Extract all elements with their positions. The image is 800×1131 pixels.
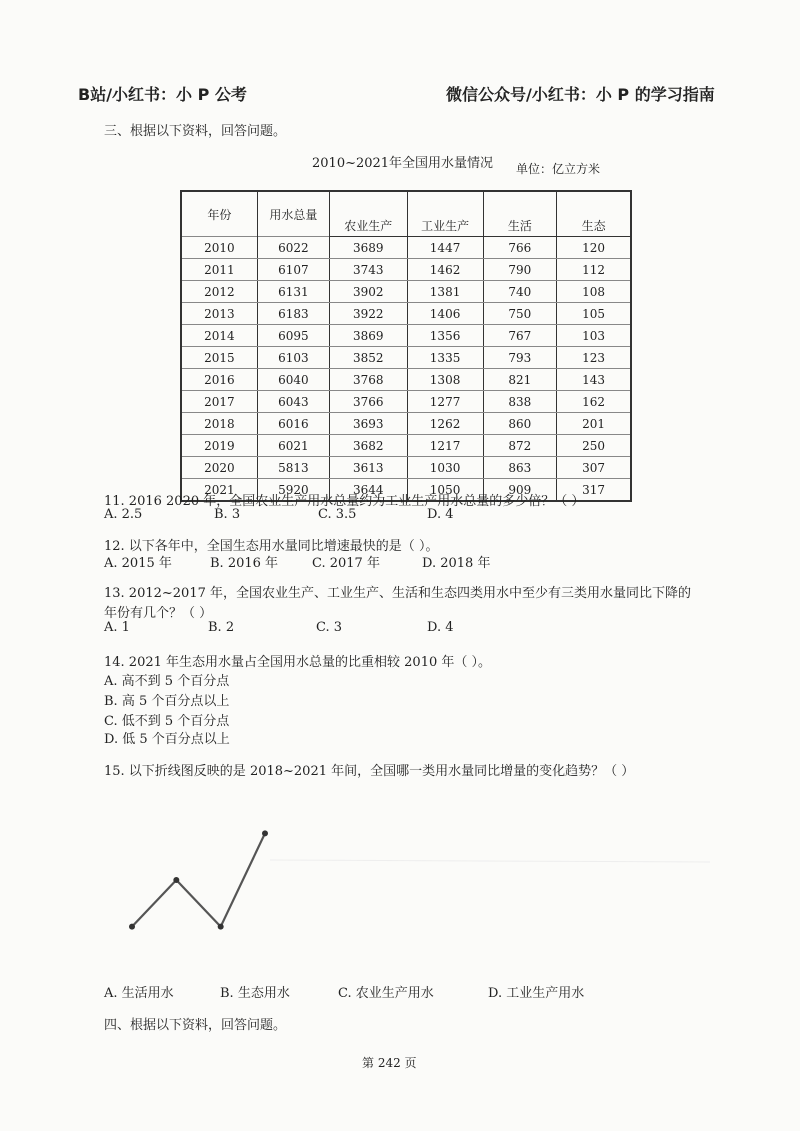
water-usage-table <box>180 190 632 502</box>
table-cell: 821 <box>483 369 557 391</box>
table-cell: 863 <box>483 457 557 479</box>
table-cell: 1262 <box>407 413 483 435</box>
table-row <box>181 413 631 435</box>
table-cell: 2012 <box>181 281 257 303</box>
table-cell: 872 <box>483 435 557 457</box>
table-cell: 2020 <box>181 457 257 479</box>
q11-option-a: A. 2.5 <box>104 507 143 522</box>
table-cell: 1050 <box>407 479 483 502</box>
table-cell: 162 <box>557 391 631 413</box>
table-unit: 单位：亿立方米 <box>516 162 601 176</box>
table-cell: 860 <box>483 413 557 435</box>
section4-intro: 四、根据以下资料，回答问题。 <box>104 1018 287 1033</box>
table-cell: 3613 <box>329 457 407 479</box>
trend-line-chart <box>100 800 720 960</box>
q12-text: 12. 以下各年中，全国生态用水量同比增速最快的是（ ）。 <box>104 539 439 554</box>
q11-text: 11. 2016 2020 年，全国农业生产用水总量约为工业生产用水总量的多少倍？（ ） <box>104 494 585 509</box>
table-row <box>181 457 631 479</box>
series-line-segment <box>176 880 220 927</box>
table-cell: 6021 <box>257 435 329 457</box>
table-cell: 740 <box>483 281 557 303</box>
table-cell: 108 <box>557 281 631 303</box>
col-header-year: 年份 <box>181 191 257 237</box>
table-cell: 6022 <box>257 237 329 259</box>
col-header-domestic: 生活 <box>483 214 557 237</box>
table-cell: 767 <box>483 325 557 347</box>
q11-option-b: B. 3 <box>214 507 241 522</box>
table-cell: 3644 <box>329 479 407 502</box>
table-cell: 2019 <box>181 435 257 457</box>
q13-option-c: C. 3 <box>316 620 343 635</box>
table-cell: 105 <box>557 303 631 325</box>
q11-option-d: D. 4 <box>427 507 454 522</box>
table-cell: 750 <box>483 303 557 325</box>
table-row <box>181 259 631 281</box>
table-row <box>181 369 631 391</box>
q13-text-line2: 年份有几个？（ ） <box>104 606 213 621</box>
q14-option-c: C. 低不到 5 个百分点 <box>104 714 230 729</box>
table-cell: 1277 <box>407 391 483 413</box>
table-cell: 6043 <box>257 391 329 413</box>
q15-option-c: C. 农业生产用水 <box>338 986 434 1001</box>
table-title: 2010~2021年全国用水量情况 <box>312 156 494 171</box>
q14-option-a: A. 高不到 5 个百分点 <box>104 674 230 689</box>
table-cell: 2021 <box>181 479 257 502</box>
table-cell: 201 <box>557 413 631 435</box>
table-row <box>181 391 631 413</box>
table-cell: 143 <box>557 369 631 391</box>
table-cell: 3869 <box>329 325 407 347</box>
q12-option-d: D. 2018 年 <box>422 556 491 571</box>
table-cell: 103 <box>557 325 631 347</box>
table-cell: 6103 <box>257 347 329 369</box>
header-right: 微信公众号/小红书：小 P 的学习指南 <box>446 85 715 104</box>
q13-option-d: D. 4 <box>427 620 454 635</box>
q14-option-d: D. 低 5 个百分点以上 <box>104 732 230 747</box>
table-cell: 2013 <box>181 303 257 325</box>
q15-option-d: D. 工业生产用水 <box>488 986 585 1001</box>
table-cell: 2016 <box>181 369 257 391</box>
table-cell: 1030 <box>407 457 483 479</box>
table-cell: 1381 <box>407 281 483 303</box>
table-cell: 2014 <box>181 325 257 347</box>
table-cell: 2018 <box>181 413 257 435</box>
table-cell: 766 <box>483 237 557 259</box>
table-cell: 6040 <box>257 369 329 391</box>
col-header-industry: 工业生产 <box>407 214 483 237</box>
data-point-2020 <box>218 924 224 930</box>
table-cell: 2015 <box>181 347 257 369</box>
q15-option-b: B. 生态用水 <box>220 986 290 1001</box>
table-cell: 838 <box>483 391 557 413</box>
table-cell: 1308 <box>407 369 483 391</box>
table-cell: 3682 <box>329 435 407 457</box>
table-cell: 1406 <box>407 303 483 325</box>
table-cell: 1217 <box>407 435 483 457</box>
table-cell: 6016 <box>257 413 329 435</box>
table-row <box>181 303 631 325</box>
q13-option-a: A. 1 <box>104 620 130 635</box>
q14-option-b: B. 高 5 个百分点以上 <box>104 694 230 709</box>
table-cell: 2011 <box>181 259 257 281</box>
data-point-2021 <box>262 830 268 836</box>
header-left: B站/小红书：小 P 公考 <box>78 85 247 104</box>
table-cell: 3766 <box>329 391 407 413</box>
table-cell: 6095 <box>257 325 329 347</box>
q15-option-a: A. 生活用水 <box>104 986 174 1001</box>
table-row <box>181 237 631 259</box>
data-point-2018 <box>129 924 135 930</box>
q12-option-b: B. 2016 年 <box>210 556 279 571</box>
table-cell: 112 <box>557 259 631 281</box>
table-cell: 317 <box>557 479 631 502</box>
table-cell: 250 <box>557 435 631 457</box>
q15-text: 15. 以下折线图反映的是 2018~2021 年间，全国哪一类用水量同比增量的变化趋势？（ ） <box>104 764 635 779</box>
table-cell: 1356 <box>407 325 483 347</box>
q12-option-c: C. 2017 年 <box>312 556 380 571</box>
table-cell: 5920 <box>257 479 329 502</box>
table-cell: 793 <box>483 347 557 369</box>
table-cell: 3768 <box>329 369 407 391</box>
table-cell: 2010 <box>181 237 257 259</box>
table-cell: 1335 <box>407 347 483 369</box>
q13-text-line1: 13. 2012~2017 年，全国农业生产、工业生产、生活和生态四类用水中至少有三类用水量同比下降的 <box>104 586 692 601</box>
series-line-segment <box>132 880 176 927</box>
table-cell: 6183 <box>257 303 329 325</box>
table-cell: 3922 <box>329 303 407 325</box>
table-cell: 1462 <box>407 259 483 281</box>
col-header-agriculture: 农业生产 <box>329 214 407 237</box>
data-point-2019 <box>173 877 179 883</box>
q14-text: 14. 2021 年生态用水量占全国用水总量的比重相较 2010 年（ ）。 <box>104 655 492 670</box>
table-cell: 307 <box>557 457 631 479</box>
table-cell: 3693 <box>329 413 407 435</box>
section3-intro: 三、根据以下资料，回答问题。 <box>104 124 287 139</box>
table-cell: 3852 <box>329 347 407 369</box>
page-number: 第 242 页 <box>362 1056 417 1070</box>
table-row <box>181 435 631 457</box>
table-cell: 3689 <box>329 237 407 259</box>
table-cell: 6131 <box>257 281 329 303</box>
q11-option-c: C. 3.5 <box>318 507 357 522</box>
table-cell: 909 <box>483 479 557 502</box>
q12-option-a: A. 2015 年 <box>104 556 172 571</box>
table-cell: 3902 <box>329 281 407 303</box>
table-cell: 2017 <box>181 391 257 413</box>
series-line-segment <box>221 833 265 926</box>
table-row <box>181 281 631 303</box>
table-cell: 790 <box>483 259 557 281</box>
table-cell: 3743 <box>329 259 407 281</box>
table-cell: 123 <box>557 347 631 369</box>
table-cell: 6107 <box>257 259 329 281</box>
table-row <box>181 347 631 369</box>
table-row <box>181 325 631 347</box>
chart-faint-guide <box>270 860 710 862</box>
table-cell: 5813 <box>257 457 329 479</box>
col-header-ecology: 生态 <box>557 214 631 237</box>
table-cell: 1447 <box>407 237 483 259</box>
table-cell: 120 <box>557 237 631 259</box>
q13-option-b: B. 2 <box>208 620 235 635</box>
col-header-total: 用水总量 <box>257 191 329 237</box>
